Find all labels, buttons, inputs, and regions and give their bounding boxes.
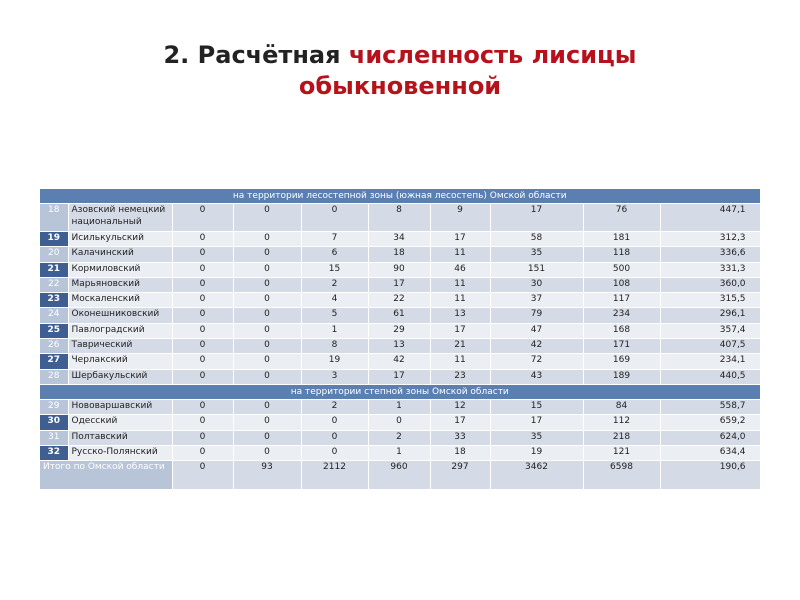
value-cell: 0 (172, 262, 233, 277)
value-cell: 189 (583, 369, 660, 384)
value-cell: 118 (583, 247, 660, 262)
title-accent: численность лисицы (348, 41, 637, 69)
title-plain: 2. Расчётная (163, 41, 349, 69)
value-cell: 0 (301, 204, 368, 232)
value-cell: 0 (172, 232, 233, 247)
district-name: Павлоградский (68, 323, 172, 338)
total-value: 93 (233, 461, 301, 490)
section-header-row (40, 189, 760, 204)
value-cell: 47 (490, 323, 583, 338)
value-cell: 0 (233, 445, 301, 460)
value-cell: 34 (368, 232, 430, 247)
table-row (40, 232, 760, 247)
value-cell: 17 (430, 232, 490, 247)
value-cell: 43 (490, 369, 583, 384)
value-cell: 18 (368, 247, 430, 262)
fox-population-table (40, 189, 761, 490)
row-number: 24 (40, 308, 68, 323)
district-name: Одесский (68, 415, 172, 430)
value-cell: 0 (368, 415, 430, 430)
value-cell: 0 (233, 277, 301, 292)
value-cell: 0 (301, 445, 368, 460)
value-cell: 0 (172, 354, 233, 369)
row-number: 30 (40, 415, 68, 430)
value-cell: 42 (368, 354, 430, 369)
table-row (40, 354, 760, 369)
value-cell: 29 (368, 323, 430, 338)
row-number: 29 (40, 399, 68, 414)
district-name: Калачинский (68, 247, 172, 262)
value-cell: 58 (490, 232, 583, 247)
value-cell: 79 (490, 308, 583, 323)
value-cell: 500 (583, 262, 660, 277)
total-value: 0 (172, 461, 233, 490)
value-cell: 218 (583, 430, 660, 445)
district-name: Азовский немецкий национальный (68, 204, 172, 232)
value-cell: 357,4 (660, 323, 760, 338)
value-cell: 0 (301, 415, 368, 430)
value-cell: 0 (233, 293, 301, 308)
value-cell: 35 (490, 247, 583, 262)
row-number: 25 (40, 323, 68, 338)
value-cell: 407,5 (660, 339, 760, 354)
value-cell: 0 (233, 430, 301, 445)
value-cell: 0 (172, 277, 233, 292)
value-cell: 440,5 (660, 369, 760, 384)
value-cell: 296,1 (660, 308, 760, 323)
value-cell: 0 (233, 323, 301, 338)
section-header: на территории степной зоны Омской области (40, 384, 760, 399)
district-name: Таврический (68, 339, 172, 354)
value-cell: 0 (233, 262, 301, 277)
value-cell: 0 (172, 339, 233, 354)
value-cell: 13 (368, 339, 430, 354)
value-cell: 23 (430, 369, 490, 384)
value-cell: 37 (490, 293, 583, 308)
value-cell: 0 (172, 308, 233, 323)
value-cell: 90 (368, 262, 430, 277)
district-name: Марьяновский (68, 277, 172, 292)
value-cell: 17 (490, 204, 583, 232)
value-cell: 15 (490, 399, 583, 414)
value-cell: 11 (430, 247, 490, 262)
table-row (40, 277, 760, 292)
row-number: 20 (40, 247, 68, 262)
value-cell: 0 (172, 204, 233, 232)
value-cell: 331,3 (660, 262, 760, 277)
total-label: Итого по Омской области (40, 461, 172, 490)
table-row (40, 445, 760, 460)
value-cell: 0 (172, 430, 233, 445)
value-cell: 21 (430, 339, 490, 354)
value-cell: 1 (368, 399, 430, 414)
value-cell: 7 (301, 232, 368, 247)
value-cell: 2 (301, 277, 368, 292)
value-cell: 72 (490, 354, 583, 369)
total-value: 2112 (301, 461, 368, 490)
row-number: 22 (40, 277, 68, 292)
table-row (40, 293, 760, 308)
value-cell: 659,2 (660, 415, 760, 430)
district-name: Оконешниковский (68, 308, 172, 323)
value-cell: 0 (233, 354, 301, 369)
value-cell: 0 (172, 399, 233, 414)
district-name: Шербакульский (68, 369, 172, 384)
title-line-1 (0, 40, 800, 71)
value-cell: 11 (430, 293, 490, 308)
row-number: 21 (40, 262, 68, 277)
district-name: Черлакский (68, 354, 172, 369)
value-cell: 169 (583, 354, 660, 369)
value-cell: 46 (430, 262, 490, 277)
value-cell: 35 (490, 430, 583, 445)
row-number: 28 (40, 369, 68, 384)
value-cell: 17 (368, 369, 430, 384)
section-header: на территории лесостепной зоны (южная лесостепь) Омской области (40, 189, 760, 204)
value-cell: 2 (368, 430, 430, 445)
value-cell: 0 (233, 204, 301, 232)
value-cell: 634,4 (660, 445, 760, 460)
value-cell: 17 (368, 277, 430, 292)
row-number: 26 (40, 339, 68, 354)
table-row (40, 399, 760, 414)
table-row (40, 415, 760, 430)
district-name: Исилькульский (68, 232, 172, 247)
table-row (40, 247, 760, 262)
table-row (40, 339, 760, 354)
value-cell: 30 (490, 277, 583, 292)
value-cell: 151 (490, 262, 583, 277)
row-number: 23 (40, 293, 68, 308)
value-cell: 0 (172, 293, 233, 308)
value-cell: 112 (583, 415, 660, 430)
value-cell: 447,1 (660, 204, 760, 232)
row-number: 18 (40, 204, 68, 232)
value-cell: 18 (430, 445, 490, 460)
value-cell: 0 (172, 445, 233, 460)
value-cell: 0 (233, 232, 301, 247)
value-cell: 15 (301, 262, 368, 277)
value-cell: 181 (583, 232, 660, 247)
section-header-row (40, 384, 760, 399)
value-cell: 19 (301, 354, 368, 369)
slide-title (0, 40, 800, 102)
value-cell: 171 (583, 339, 660, 354)
table-row (40, 430, 760, 445)
value-cell: 108 (583, 277, 660, 292)
row-number: 19 (40, 232, 68, 247)
district-name: Кормиловский (68, 262, 172, 277)
value-cell: 117 (583, 293, 660, 308)
value-cell: 312,3 (660, 232, 760, 247)
value-cell: 0 (172, 415, 233, 430)
row-number: 32 (40, 445, 68, 460)
value-cell: 234,1 (660, 354, 760, 369)
value-cell: 0 (172, 323, 233, 338)
value-cell: 121 (583, 445, 660, 460)
district-name: Русско-Полянский (68, 445, 172, 460)
district-name: Полтавский (68, 430, 172, 445)
value-cell: 84 (583, 399, 660, 414)
value-cell: 360,0 (660, 277, 760, 292)
value-cell: 0 (301, 430, 368, 445)
value-cell: 17 (490, 415, 583, 430)
value-cell: 42 (490, 339, 583, 354)
row-number: 27 (40, 354, 68, 369)
value-cell: 0 (233, 339, 301, 354)
value-cell: 0 (172, 247, 233, 262)
value-cell: 0 (172, 369, 233, 384)
value-cell: 0 (233, 247, 301, 262)
value-cell: 9 (430, 204, 490, 232)
value-cell: 12 (430, 399, 490, 414)
value-cell: 234 (583, 308, 660, 323)
table-row (40, 323, 760, 338)
value-cell: 61 (368, 308, 430, 323)
value-cell: 1 (301, 323, 368, 338)
value-cell: 5 (301, 308, 368, 323)
value-cell: 0 (233, 415, 301, 430)
value-cell: 8 (368, 204, 430, 232)
value-cell: 11 (430, 277, 490, 292)
value-cell: 11 (430, 354, 490, 369)
value-cell: 0 (233, 399, 301, 414)
value-cell: 558,7 (660, 399, 760, 414)
table-row (40, 308, 760, 323)
total-value: 960 (368, 461, 430, 490)
district-name: Москаленский (68, 293, 172, 308)
value-cell: 33 (430, 430, 490, 445)
value-cell: 17 (430, 323, 490, 338)
value-cell: 2 (301, 399, 368, 414)
total-value: 190,6 (660, 461, 760, 490)
total-value: 3462 (490, 461, 583, 490)
value-cell: 624,0 (660, 430, 760, 445)
value-cell: 22 (368, 293, 430, 308)
value-cell: 13 (430, 308, 490, 323)
value-cell: 17 (430, 415, 490, 430)
value-cell: 4 (301, 293, 368, 308)
value-cell: 8 (301, 339, 368, 354)
district-name: Нововаршавский (68, 399, 172, 414)
table-row (40, 204, 760, 232)
total-value: 297 (430, 461, 490, 490)
value-cell: 168 (583, 323, 660, 338)
table-row (40, 369, 760, 384)
total-row (40, 461, 760, 490)
title-line-2: обыкновенной (298, 72, 502, 100)
value-cell: 76 (583, 204, 660, 232)
value-cell: 0 (233, 369, 301, 384)
total-value: 6598 (583, 461, 660, 490)
value-cell: 19 (490, 445, 583, 460)
value-cell: 336,6 (660, 247, 760, 262)
row-number: 31 (40, 430, 68, 445)
value-cell: 1 (368, 445, 430, 460)
value-cell: 315,5 (660, 293, 760, 308)
table-row (40, 262, 760, 277)
value-cell: 3 (301, 369, 368, 384)
value-cell: 6 (301, 247, 368, 262)
value-cell: 0 (233, 308, 301, 323)
